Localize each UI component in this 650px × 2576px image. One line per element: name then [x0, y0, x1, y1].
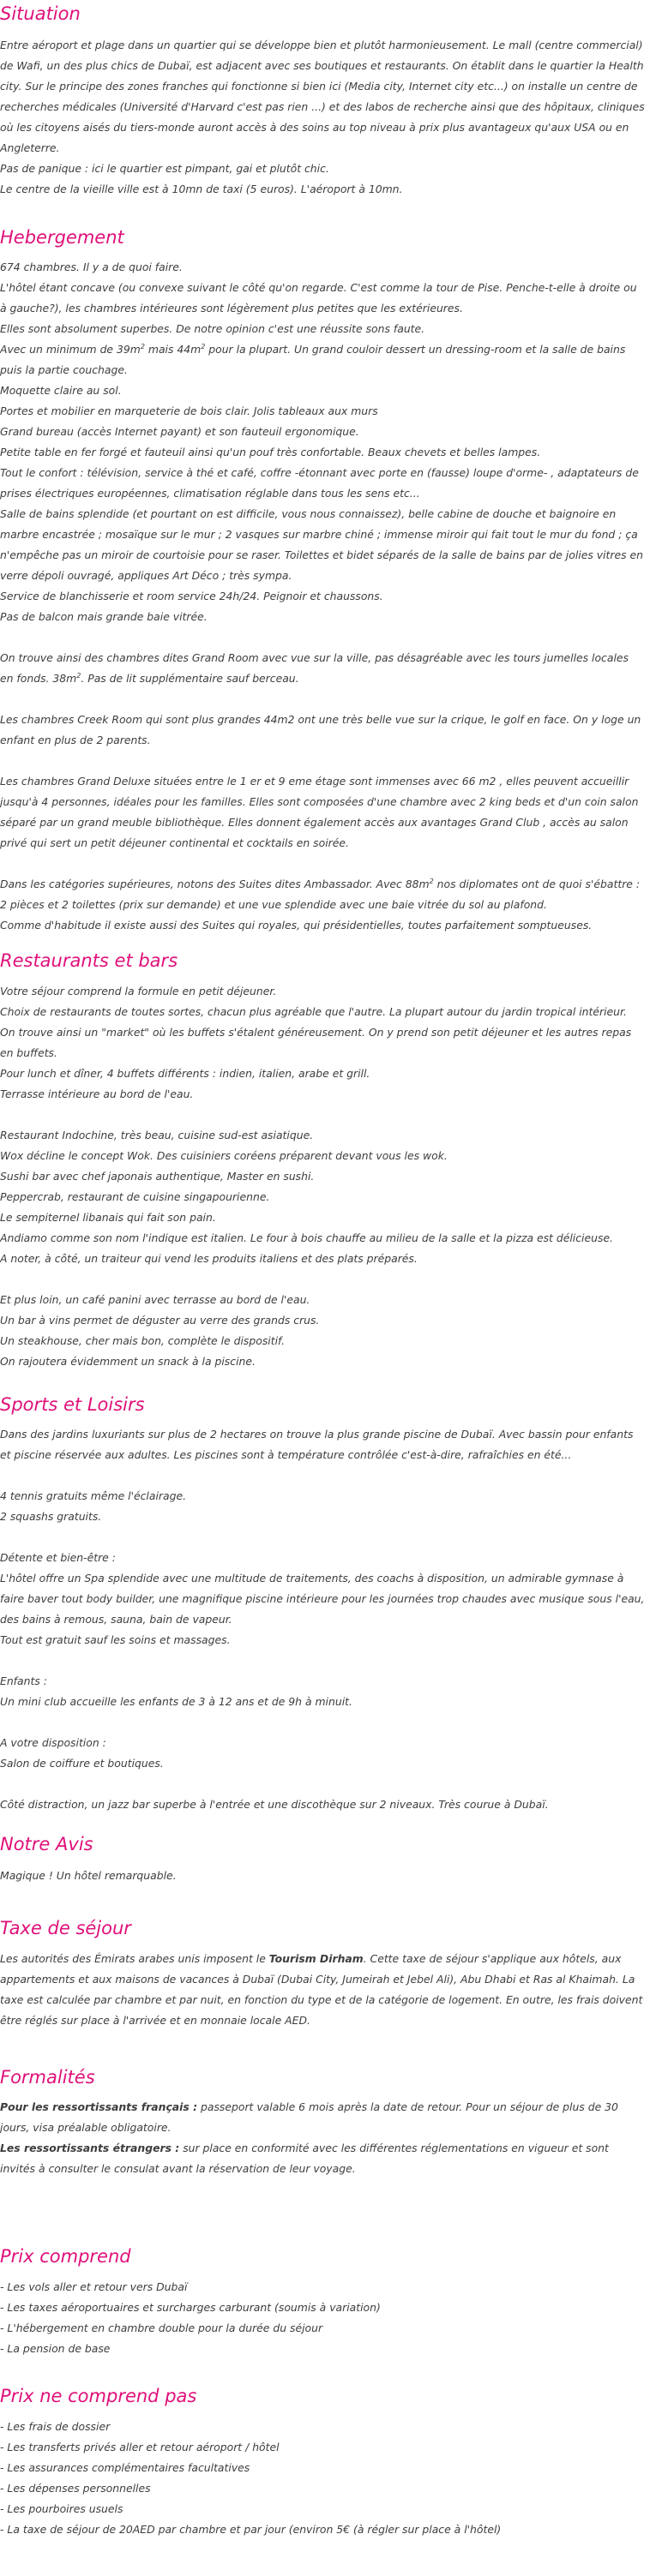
text-line: Portes et mobilier en marqueterie de bois clair. Jolis tableaux aux murs	[0, 404, 378, 417]
paragraph: L'hôtel étant concave (ou convexe suivant le côté qu'on regarde. C'est comme la tour de Pise. Penche-t-elle à droite ou à gauche?), les chambres intérieures sont légèrement plus petites que les extérieures.	[0, 281, 637, 315]
section-body-formalites	[0, 2097, 645, 2179]
text-line: Moquette claire au sol.	[0, 384, 122, 397]
text-line: Grand bureau (accès Internet payant) et son fauteuil ergonomique.	[0, 425, 359, 438]
list-item: - Les transferts privés aller et retour aéroport / hôtel	[0, 2441, 280, 2453]
paragraph: Pour les ressortissants français : passeport valable 6 mois après la date de retour. Pour un séjour de plus de 30 jours, visa préalable obligatoire.	[0, 2100, 618, 2134]
list-item: - La taxe de séjour de 20AED par chambre et par jour (environ 5€ (à régler sur place à l'hôtel)	[0, 2523, 502, 2536]
text-line: Terrasse intérieure au bord de l'eau.	[0, 1087, 194, 1100]
text-line: Détente et bien-être :	[0, 1551, 116, 1564]
text-line: Comme d'habitude il existe aussi des Suites qui royales, qui présidentielles, toutes parfaitement somptueuses.	[0, 919, 593, 932]
section-title-situation: Situation	[0, 3, 81, 24]
text-line: Pour lunch et dîner, 4 buffets différents : indien, italien, arabe et grill.	[0, 1067, 370, 1080]
text-line: Salon de coiffure et boutiques.	[0, 1757, 164, 1770]
blank-line	[0, 854, 645, 874]
text-line: Pas de balcon mais grande baie vitrée.	[0, 610, 208, 623]
text-line: Peppercrab, restaurant de cuisine singapourienne.	[0, 1190, 270, 1203]
paragraph: Les ressortissants étrangers : sur place en conformité avec les différentes réglementations en vigueur et sont invités à consulter le consulat avant la réservation de leur voyage.	[0, 2142, 609, 2175]
blank-line	[0, 751, 645, 771]
text-line: Votre séjour comprend la formule en petit déjeuner.	[0, 985, 277, 997]
blank-line	[0, 1650, 645, 1671]
text-line: Le centre de la vieille ville est à 10mn de taxi (5 euros). L'aéroport à 10mn.	[0, 183, 403, 195]
text-line: Un bar à vins permet de déguster au verre des grands crus.	[0, 1314, 320, 1327]
text-line: A votre disposition :	[0, 1736, 106, 1749]
list-item: - Les frais de dossier	[0, 2420, 111, 2433]
text-line: 4 tennis gratuits même l'éclairage.	[0, 1489, 187, 1502]
paragraph: Les autorités des Émirats arabes unis imposent le Tourism Dirham. Cette taxe de séjour s'applique aux hôtels, aux appartements et aux maisons de vacances à Dubaï (Dubai City, Jumeirah et Jebel Ali), Abu Dhabi et Ras al Khaimah. La taxe est calculée par chambre et par nuit, en fonction du type et de la catégorie de logement. En outre, les frais doivent être réglés sur place à l'arrivée et en monnaie locale AED.	[0, 1952, 643, 2027]
blank-line	[0, 627, 645, 648]
text-line: Service de blanchisserie et room service 24h/24. Peignoir et chaussons.	[0, 590, 383, 602]
section-title-restaurants: Restaurants et bars	[0, 950, 178, 971]
section-title-prix-comprend: Prix comprend	[0, 2246, 131, 2267]
blank-line	[0, 1465, 645, 1486]
text-line: Tout est gratuit sauf les soins et massages.	[0, 1633, 231, 1646]
list-item: - Les assurances complémentaires facultatives	[0, 2461, 250, 2474]
paragraph: Tout le confort : télévision, service à thé et café, coffre -étonnant avec porte en (fausse) loupe d'orme- , adaptateurs de prises électriques européennes, climatisation réglable dans tous les sens etc...	[0, 466, 639, 500]
list-item: - Les taxes aéroportuaires et surcharges carburant (soumis à variation)	[0, 2301, 381, 2314]
list-item: - L'hébergement en chambre double pour la durée du séjour	[0, 2321, 323, 2334]
paragraph: Entre aéroport et plage dans un quartier qui se développe bien et plutôt harmonieusement. Le mall (centre commercial) de Wafi, un des plus chics de Dubaï, est adjacent avec ses boutiques et restaurants. On établit dans le quartier la Health city. Sur le principe des zones franches qui fonctionne si bien ici (Media city, Internet city etc...) on installe un centre de recherches médicales (Université d'Harvard c'est pas rien ...) et des labos de recherche ainsi que des hôpitaux, cliniques où les citoyens aisés du tiers-monde auront accès à des soins au top niveau à prix plus avantageux qu'aux USA ou en Angleterre.	[0, 39, 645, 154]
section-title-prix-non: Prix ne comprend pas	[0, 2386, 197, 2406]
paragraph: On trouve ainsi un "market" où les buffets s'étalent généreusement. On y prend son petit déjeuner et les autres repas en buffets.	[0, 1026, 632, 1059]
text-line: Enfants :	[0, 1674, 47, 1687]
blank-line	[0, 689, 645, 710]
list-item: - Les pourboires usuels	[0, 2502, 123, 2515]
text-line: A noter, à côté, un traiteur qui vend les produits italiens et des plats préparés.	[0, 1252, 418, 1265]
prix-non-list	[0, 2417, 645, 2540]
text-line: Wox décline le concept Wok. Des cuisiniers coréens préparent devant vous les wok.	[0, 1149, 448, 1162]
text-line: Le sempiternel libanais qui fait son pain.	[0, 1211, 216, 1224]
paragraph: Salle de bains splendide (et pourtant on est difficile, vous nous connaissez), belle cabine de douche et baignoire en marbre encastrée ; mosaïque sur le mur ; 2 vasques sur marbre chiné ; immense miroir qui fait tout le mur du fond ; ça n'empêche pas un miroir de courtoisie pour se raser. Toilettes et bidet séparés de la salle de bains par de jolies vitres en verre dépoli ouvragé, appliques Art Déco ; très sympa.	[0, 507, 643, 582]
paragraph: Dans des jardins luxuriants sur plus de 2 hectares on trouve la plus grande piscine de Dubaï. Avec bassin pour enfants et piscine réservée aux adultes. Les piscines sont à température contrôlée c'est-à-dire, rafraîchies en été...	[0, 1428, 634, 1461]
blank-line	[0, 1712, 645, 1733]
text-line: Magique ! Un hôtel remarquable.	[0, 1869, 177, 1882]
text-line: Elles sont absolument superbes. De notre opinion c'est une réussite sons faute.	[0, 322, 425, 335]
text-line: Petite table en fer forgé et fauteuil ainsi qu'un pouf très confortable. Beaux chevets et belles lampes.	[0, 446, 541, 458]
text-line: 2 squashs gratuits.	[0, 1510, 102, 1523]
text-line: Côté distraction, un jazz bar superbe à l'entrée et une discothèque sur 2 niveaux. Très courue à Dubaï.	[0, 1798, 549, 1811]
list-item: - Les dépenses personnelles	[0, 2482, 151, 2495]
section-title-avis: Notre Avis	[0, 1834, 93, 1854]
list-item: - La pension de base	[0, 2342, 111, 2355]
section-body-avis	[0, 1866, 645, 1886]
section-title-formalites: Formalités	[0, 2067, 95, 2088]
blank-line	[0, 1527, 645, 1548]
text-line: Sushi bar avec chef japonais authentique, Master en sushi.	[0, 1170, 315, 1183]
text-line: Et plus loin, un café panini avec terrasse au bord de l'eau.	[0, 1293, 310, 1306]
section-title-sports: Sports et Loisirs	[0, 1394, 145, 1415]
section-body-hebergement	[0, 257, 645, 936]
text-line: Restaurant Indochine, très beau, cuisine sud-est asiatique.	[0, 1129, 314, 1141]
text-line: On rajoutera évidemment un snack à la piscine.	[0, 1355, 256, 1368]
paragraph: Dans les catégories supérieures, notons des Suites dites Ambassador. Avec $88m^2$ nos diplomates ont de quoi s'ébattre : 2 pièces et 2 toilettes (prix sur demande) et une vue splendide avec une baie vitrée du sol au plafond.	[0, 877, 641, 911]
text-line: Un mini club accueille les enfants de 3 à 12 ans et de 9h à minuit.	[0, 1695, 352, 1708]
text-line: 674 chambres. Il y a de quoi faire.	[0, 261, 183, 273]
paragraph: Les chambres Creek Room qui sont plus grandes 44m2 ont une très belle vue sur la crique, le golf en face. On y loge un enfant en plus de 2 parents.	[0, 713, 641, 746]
paragraph: Avec un minimum de $39m^2$ mais $44m^2$ pour la plupart. Un grand couloir dessert un dressing-room et la salle de bains puis la partie couchage.	[0, 342, 626, 376]
text-line: Andiamo comme son nom l'indique est italien. Le four à bois chauffe au milieu de la salle et la pizza est délicieuse.	[0, 1231, 613, 1244]
text-line: Pas de panique : ici le quartier est pimpant, gai et plutôt chic.	[0, 162, 329, 175]
paragraph: On trouve ainsi des chambres dites Grand Room avec vue sur la ville, pas désagréable avec les tours jumelles locales en fonds. $38m^2$. Pas de lit supplémentaire sauf berceau.	[0, 651, 629, 685]
blank-line	[0, 1269, 645, 1290]
section-title-taxe: Taxe de séjour	[0, 1918, 131, 1938]
text-line: Un steakhouse, cher mais bon, complète le dispositif.	[0, 1334, 286, 1347]
section-body-taxe	[0, 1949, 645, 2031]
section-body-sports	[0, 1424, 645, 1815]
prix-comprend-list	[0, 2277, 645, 2359]
paragraph: L'hôtel offre un Spa splendide avec une multitude de traitements, des coachs à disposition, un admirable gymnase à faire baver tout body builder, une magnifique piscine intérieure pour les journées trop chaudes avec musique sous l'eau, des bains à remous, sauna, bain de vapeur.	[0, 1572, 645, 1626]
blank-line	[0, 1105, 645, 1125]
blank-line	[0, 1774, 645, 1794]
section-title-hebergement: Hebergement	[0, 227, 124, 248]
text-line: Choix de restaurants de toutes sortes, chacun plus agréable que l'autre. La plupart autour du jardin tropical intérieur.	[0, 1005, 627, 1018]
list-item: - Les vols aller et retour vers Dubaï	[0, 2280, 188, 2293]
section-body-restaurants	[0, 981, 645, 1372]
section-body-situation	[0, 35, 645, 200]
tourism-dirham-term: Tourism Dirham	[268, 1952, 364, 1965]
paragraph: Les chambres Grand Deluxe situées entre le 1 er et 9 eme étage sont immenses avec 66 m2 , elles peuvent accueillir jusqu'à 4 personnes, idéales pour les familles. Elles sont composées d'une chambre avec 2 king beds et d'un coin salon séparé par un grand meuble bibliothèque. Elles donnent également accès aux avantages Grand Club , accès au salon privé qui sert un petit déjeuner continental et cocktails en soirée.	[0, 775, 639, 849]
